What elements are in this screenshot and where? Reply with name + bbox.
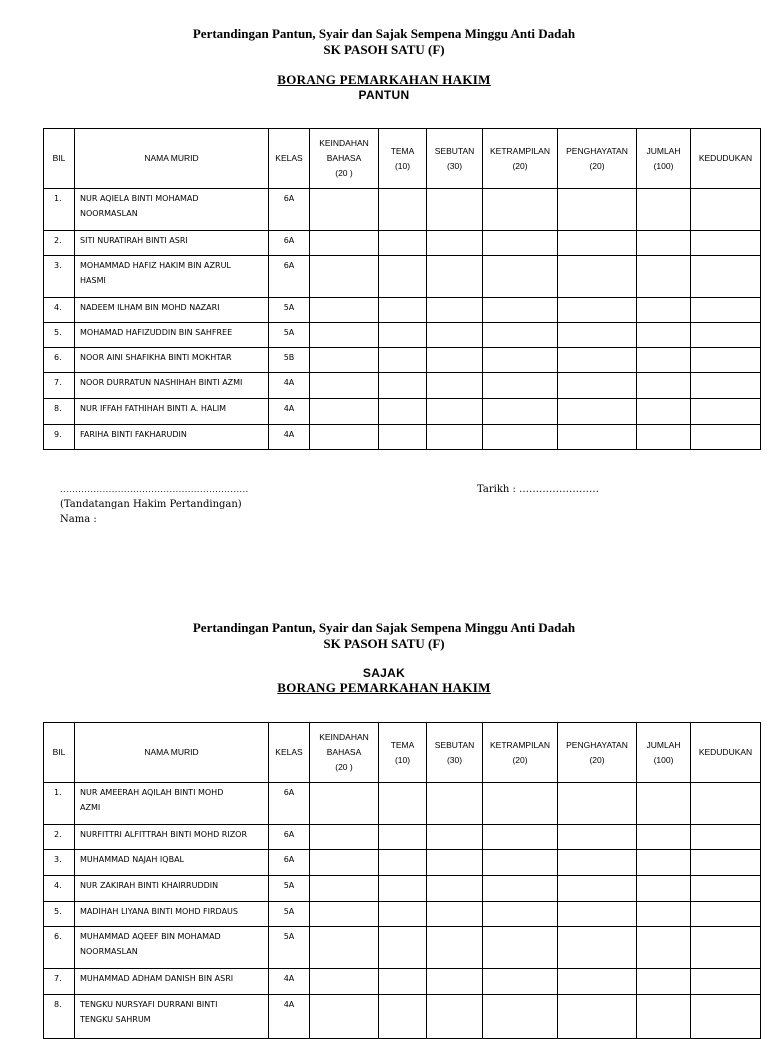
table-row	[44, 969, 761, 995]
col-max: (20)	[512, 160, 528, 171]
table-row	[44, 399, 761, 425]
score-tema-cell[interactable]	[379, 902, 427, 927]
col-label: JUMLAH	[646, 145, 681, 156]
event-title: Pertandingan Pantun, Syair dan Sajak Sempena Minggu Anti Dadah	[192, 26, 576, 41]
kedudukan-cell[interactable]	[691, 927, 761, 969]
score-ketrampilan-cell[interactable]	[483, 876, 558, 902]
score-penghayatan-cell[interactable]	[558, 298, 637, 323]
student-name-line: NUR ZAKIRAH BINTI KHAIRRUDDIN	[80, 881, 219, 890]
form-category: SAJAK	[362, 666, 406, 680]
row-number: 2.	[44, 231, 75, 256]
col-label: SEBUTAN	[434, 145, 475, 156]
score-sebutan-cell[interactable]	[427, 783, 483, 825]
score-sebutan-cell[interactable]	[427, 256, 483, 298]
score-keindahan-cell[interactable]	[310, 231, 379, 256]
score-penghayatan-cell[interactable]	[558, 927, 637, 969]
signature-line: ..............................................................	[60, 485, 249, 494]
sajak-form-title-block	[0, 666, 768, 696]
score-penghayatan-cell[interactable]	[558, 399, 637, 425]
col-max: (100)	[653, 754, 674, 765]
col-max: (100)	[653, 160, 674, 171]
student-name-line: AZMI	[80, 803, 101, 812]
score-sebutan-cell[interactable]	[427, 902, 483, 927]
score-penghayatan-cell[interactable]	[558, 902, 637, 927]
score-tema-cell[interactable]	[379, 995, 427, 1039]
score-penghayatan-cell[interactable]	[558, 876, 637, 902]
student-name-line: NURFITTRI ALFITTRAH BINTI MOHD RIZOR	[80, 830, 248, 839]
student-class: 5B	[269, 348, 310, 373]
score-keindahan-cell[interactable]	[310, 323, 379, 348]
score-penghayatan-cell[interactable]	[558, 231, 637, 256]
col-label: KETRAMPILAN	[490, 739, 550, 750]
kedudukan-cell[interactable]	[691, 399, 761, 425]
score-jumlah-cell[interactable]	[637, 876, 691, 902]
col-label: KEINDAHAN	[319, 732, 369, 742]
student-name	[75, 995, 269, 1039]
score-ketrampilan-cell[interactable]	[483, 995, 558, 1039]
kedudukan-cell[interactable]	[691, 231, 761, 256]
score-jumlah-cell[interactable]	[637, 399, 691, 425]
student-class: 5A	[269, 902, 310, 927]
score-jumlah-cell[interactable]	[637, 323, 691, 348]
score-ketrampilan-cell[interactable]	[483, 399, 558, 425]
score-penghayatan-cell[interactable]	[558, 850, 637, 876]
student-name-line: NOORMASLAN	[80, 947, 138, 956]
student-name	[75, 399, 269, 425]
score-keindahan-cell[interactable]	[310, 189, 379, 231]
col-label: BAHASA	[326, 747, 362, 757]
score-sebutan-cell[interactable]	[427, 373, 483, 399]
score-tema-cell[interactable]	[379, 256, 427, 298]
score-keindahan-cell[interactable]	[310, 425, 379, 450]
kedudukan-cell[interactable]	[691, 902, 761, 927]
col-max: (20)	[512, 754, 528, 765]
score-jumlah-cell[interactable]	[637, 850, 691, 876]
row-number: 4.	[44, 298, 75, 323]
score-penghayatan-cell[interactable]	[558, 323, 637, 348]
student-class: 4A	[269, 373, 310, 399]
score-sebutan-cell[interactable]	[427, 876, 483, 902]
score-tema-cell[interactable]	[379, 189, 427, 231]
score-keindahan-cell[interactable]	[310, 348, 379, 373]
student-name	[75, 298, 269, 323]
col-label: PENGHAYATAN	[566, 145, 628, 156]
student-class: 6A	[269, 825, 310, 850]
student-name-line: MUHAMMAD NAJAH IQBAL	[80, 855, 185, 864]
col-keindahan-bahasa	[310, 129, 379, 189]
col-label: SEBUTAN	[434, 739, 475, 750]
col-max: (30)	[446, 754, 463, 765]
student-class: 4A	[269, 995, 310, 1039]
student-name-line: TENGKU SAHRUM	[80, 1015, 151, 1024]
form-title: BORANG PEMARKAHAN HAKIM	[277, 680, 491, 695]
col-max: (10)	[394, 160, 411, 171]
kedudukan-cell[interactable]	[691, 256, 761, 298]
form-title: BORANG PEMARKAHAN HAKIM	[277, 72, 491, 87]
score-jumlah-cell[interactable]	[637, 969, 691, 995]
score-tema-cell[interactable]	[379, 825, 427, 850]
row-number: 6.	[44, 348, 75, 373]
kedudukan-cell[interactable]	[691, 373, 761, 399]
col-tema	[379, 129, 427, 189]
score-ketrampilan-cell[interactable]	[483, 323, 558, 348]
student-class: 5A	[269, 298, 310, 323]
score-sebutan-cell[interactable]	[427, 189, 483, 231]
sajak-header	[0, 620, 768, 652]
kedudukan-cell[interactable]	[691, 825, 761, 850]
col-label: KEINDAHAN	[319, 138, 369, 148]
score-ketrampilan-cell[interactable]	[483, 373, 558, 399]
student-name	[75, 373, 269, 399]
signature-label: (Tandatangan Hakim Pertandingan)	[60, 499, 242, 510]
score-ketrampilan-cell[interactable]	[483, 425, 558, 450]
score-sebutan-cell[interactable]	[427, 995, 483, 1039]
student-name-line: HASMI	[80, 276, 106, 285]
score-ketrampilan-cell[interactable]	[483, 189, 558, 231]
score-sebutan-cell[interactable]	[427, 927, 483, 969]
col-max: (20 )	[335, 762, 353, 772]
score-tema-cell[interactable]	[379, 399, 427, 425]
score-ketrampilan-cell[interactable]	[483, 256, 558, 298]
table-row	[44, 373, 761, 399]
kedudukan-cell[interactable]	[691, 348, 761, 373]
score-ketrampilan-cell[interactable]	[483, 850, 558, 876]
kedudukan-cell[interactable]	[691, 783, 761, 825]
col-ketrampilan	[483, 723, 558, 783]
col-max: (20)	[589, 754, 605, 765]
table-row	[44, 783, 761, 825]
col-bil: BIL	[44, 129, 75, 189]
student-name-line: SITI NURATIRAH BINTI ASRI	[80, 236, 188, 245]
col-sebutan	[427, 723, 483, 783]
col-ketrampilan	[483, 129, 558, 189]
score-jumlah-cell[interactable]	[637, 231, 691, 256]
student-name-line: TENGKU NURSYAFI DURRANI BINTI	[80, 1000, 218, 1009]
row-number: 8.	[44, 995, 75, 1039]
kedudukan-cell[interactable]	[691, 969, 761, 995]
pantun-header	[0, 26, 768, 58]
student-name-line: MUHAMMAD ADHAM DANISH BIN ASRI	[80, 974, 234, 983]
student-name-line: MADIHAH LIYANA BINTI MOHD FIRDAUS	[80, 907, 238, 916]
school-name: SK PASOH SATU (F)	[323, 636, 445, 651]
student-name	[75, 189, 269, 231]
score-tema-cell[interactable]	[379, 373, 427, 399]
student-class: 4A	[269, 969, 310, 995]
table-row	[44, 323, 761, 348]
score-keindahan-cell[interactable]	[310, 876, 379, 902]
score-ketrampilan-cell[interactable]	[483, 783, 558, 825]
score-jumlah-cell[interactable]	[637, 348, 691, 373]
student-name-line: MOHAMMAD HAFIZ HAKIM BIN AZRUL	[80, 261, 231, 270]
score-penghayatan-cell[interactable]	[558, 189, 637, 231]
row-number: 1.	[44, 783, 75, 825]
student-name-line: NOOR DURRATUN NASHIHAH BINTI AZMI	[80, 378, 243, 387]
table-row	[44, 231, 761, 256]
score-keindahan-cell[interactable]	[310, 902, 379, 927]
row-number: 3.	[44, 850, 75, 876]
sajak-score-table	[43, 722, 761, 1039]
table-row	[44, 850, 761, 876]
table-row	[44, 876, 761, 902]
col-sebutan	[427, 129, 483, 189]
row-number: 9.	[44, 425, 75, 450]
kedudukan-cell[interactable]	[691, 995, 761, 1039]
student-name	[75, 876, 269, 902]
table-row	[44, 825, 761, 850]
pantun-form-title-block	[0, 72, 768, 102]
student-name-line: NUR IFFAH FATHIHAH BINTI A. HALIM	[80, 404, 227, 413]
table-row	[44, 425, 761, 450]
score-jumlah-cell[interactable]	[637, 825, 691, 850]
score-jumlah-cell[interactable]	[637, 373, 691, 399]
table-row	[44, 348, 761, 373]
col-label: TEMA	[390, 145, 415, 156]
col-kedudukan: KEDUDUKAN	[691, 723, 761, 783]
row-number: 2.	[44, 825, 75, 850]
row-number: 8.	[44, 399, 75, 425]
student-name-line: NOORMASLAN	[80, 209, 138, 218]
table-row	[44, 995, 761, 1039]
col-label: BAHASA	[326, 153, 362, 163]
score-jumlah-cell[interactable]	[637, 425, 691, 450]
row-number: 7.	[44, 373, 75, 399]
score-sebutan-cell[interactable]	[427, 348, 483, 373]
student-name-line: NUR AMEERAH AQILAH BINTI MOHD	[80, 788, 224, 797]
col-max: (30)	[446, 160, 463, 171]
col-max: (10)	[394, 754, 411, 765]
score-keindahan-cell[interactable]	[310, 969, 379, 995]
col-kelas: KELAS	[269, 129, 310, 189]
col-label: TEMA	[390, 739, 415, 750]
row-number: 7.	[44, 969, 75, 995]
score-ketrampilan-cell[interactable]	[483, 825, 558, 850]
student-name	[75, 231, 269, 256]
student-name-line: FARIHA BINTI FAKHARUDIN	[80, 430, 187, 439]
student-name	[75, 850, 269, 876]
student-class: 6A	[269, 783, 310, 825]
score-tema-cell[interactable]	[379, 850, 427, 876]
student-name-line: MOHAMAD HAFIZUDDIN BIN SAHFREE	[80, 328, 233, 337]
score-penghayatan-cell[interactable]	[558, 783, 637, 825]
table-row	[44, 298, 761, 323]
score-jumlah-cell[interactable]	[637, 927, 691, 969]
score-tema-cell[interactable]	[379, 298, 427, 323]
table-row	[44, 927, 761, 969]
col-nama-murid: NAMA MURID	[75, 129, 269, 189]
score-jumlah-cell[interactable]	[637, 256, 691, 298]
score-penghayatan-cell[interactable]	[558, 373, 637, 399]
score-jumlah-cell[interactable]	[637, 298, 691, 323]
student-class: 6A	[269, 189, 310, 231]
score-penghayatan-cell[interactable]	[558, 995, 637, 1039]
kedudukan-cell[interactable]	[691, 850, 761, 876]
student-name	[75, 927, 269, 969]
score-penghayatan-cell[interactable]	[558, 425, 637, 450]
student-class: 6A	[269, 256, 310, 298]
col-bil: BIL	[44, 723, 75, 783]
student-name	[75, 902, 269, 927]
score-ketrampilan-cell[interactable]	[483, 348, 558, 373]
score-ketrampilan-cell[interactable]	[483, 969, 558, 995]
score-keindahan-cell[interactable]	[310, 783, 379, 825]
score-sebutan-cell[interactable]	[427, 825, 483, 850]
student-class: 4A	[269, 425, 310, 450]
score-sebutan-cell[interactable]	[427, 323, 483, 348]
student-name-line: MUHAMMAD AQEEF BIN MOHAMAD	[80, 932, 221, 941]
pantun-score-table	[43, 128, 761, 450]
student-class: 4A	[269, 399, 310, 425]
score-ketrampilan-cell[interactable]	[483, 902, 558, 927]
score-jumlah-cell[interactable]	[637, 902, 691, 927]
score-tema-cell[interactable]	[379, 927, 427, 969]
score-keindahan-cell[interactable]	[310, 995, 379, 1039]
col-kelas: KELAS	[269, 723, 310, 783]
student-name	[75, 783, 269, 825]
score-keindahan-cell[interactable]	[310, 850, 379, 876]
score-sebutan-cell[interactable]	[427, 425, 483, 450]
table-row	[44, 189, 761, 231]
score-tema-cell[interactable]	[379, 323, 427, 348]
student-name	[75, 256, 269, 298]
score-tema-cell[interactable]	[379, 425, 427, 450]
student-name-line: NUR AQIELA BINTI MOHAMAD	[80, 194, 199, 203]
score-penghayatan-cell[interactable]	[558, 256, 637, 298]
score-tema-cell[interactable]	[379, 231, 427, 256]
score-sebutan-cell[interactable]	[427, 850, 483, 876]
student-class: 5A	[269, 876, 310, 902]
student-class: 6A	[269, 231, 310, 256]
score-penghayatan-cell[interactable]	[558, 969, 637, 995]
row-number: 4.	[44, 876, 75, 902]
col-kedudukan: KEDUDUKAN	[691, 129, 761, 189]
col-keindahan-bahasa	[310, 723, 379, 783]
col-max: (20)	[589, 160, 605, 171]
student-name	[75, 425, 269, 450]
score-jumlah-cell[interactable]	[637, 189, 691, 231]
score-penghayatan-cell[interactable]	[558, 825, 637, 850]
form-category: PANTUN	[358, 88, 410, 102]
table-row	[44, 902, 761, 927]
student-name	[75, 348, 269, 373]
judge-name-label: Nama :	[60, 514, 97, 525]
score-tema-cell[interactable]	[379, 969, 427, 995]
score-keindahan-cell[interactable]	[310, 298, 379, 323]
student-name	[75, 323, 269, 348]
signature-block	[60, 482, 249, 527]
score-ketrampilan-cell[interactable]	[483, 298, 558, 323]
event-title: Pertandingan Pantun, Syair dan Sajak Sempena Minggu Anti Dadah	[192, 620, 576, 635]
score-keindahan-cell[interactable]	[310, 825, 379, 850]
school-name: SK PASOH SATU (F)	[323, 42, 445, 57]
score-tema-cell[interactable]	[379, 348, 427, 373]
col-penghayatan	[558, 129, 637, 189]
kedudukan-cell[interactable]	[691, 323, 761, 348]
col-label: PENGHAYATAN	[566, 739, 628, 750]
student-name-line: NADEEM ILHAM BIN MOHD NAZARI	[80, 303, 220, 312]
score-tema-cell[interactable]	[379, 876, 427, 902]
score-sebutan-cell[interactable]	[427, 298, 483, 323]
score-keindahan-cell[interactable]	[310, 256, 379, 298]
col-jumlah	[637, 129, 691, 189]
col-penghayatan	[558, 723, 637, 783]
score-ketrampilan-cell[interactable]	[483, 231, 558, 256]
col-label: KETRAMPILAN	[490, 145, 550, 156]
score-tema-cell[interactable]	[379, 783, 427, 825]
table-header-row	[44, 129, 761, 189]
row-number: 5.	[44, 323, 75, 348]
score-keindahan-cell[interactable]	[310, 399, 379, 425]
score-sebutan-cell[interactable]	[427, 969, 483, 995]
kedudukan-cell[interactable]	[691, 876, 761, 902]
score-jumlah-cell[interactable]	[637, 783, 691, 825]
kedudukan-cell[interactable]	[691, 298, 761, 323]
student-class: 5A	[269, 927, 310, 969]
student-class: 5A	[269, 323, 310, 348]
col-max: (20 )	[335, 168, 353, 178]
score-sebutan-cell[interactable]	[427, 399, 483, 425]
row-number: 6.	[44, 927, 75, 969]
score-sebutan-cell[interactable]	[427, 231, 483, 256]
score-keindahan-cell[interactable]	[310, 927, 379, 969]
score-jumlah-cell[interactable]	[637, 995, 691, 1039]
student-name-line: NOOR AINI SHAFIKHA BINTI MOKHTAR	[80, 353, 232, 362]
kedudukan-cell[interactable]	[691, 189, 761, 231]
row-number: 5.	[44, 902, 75, 927]
table-row	[44, 256, 761, 298]
col-jumlah	[637, 723, 691, 783]
student-class: 6A	[269, 850, 310, 876]
row-number: 1.	[44, 189, 75, 231]
kedudukan-cell[interactable]	[691, 425, 761, 450]
row-number: 3.	[44, 256, 75, 298]
score-penghayatan-cell[interactable]	[558, 348, 637, 373]
date-field: Tarikh : ……………………	[477, 484, 600, 495]
col-nama-murid: NAMA MURID	[75, 723, 269, 783]
student-name	[75, 969, 269, 995]
table-header-row	[44, 723, 761, 783]
student-name	[75, 825, 269, 850]
col-tema	[379, 723, 427, 783]
score-ketrampilan-cell[interactable]	[483, 927, 558, 969]
score-keindahan-cell[interactable]	[310, 373, 379, 399]
col-label: JUMLAH	[646, 739, 681, 750]
